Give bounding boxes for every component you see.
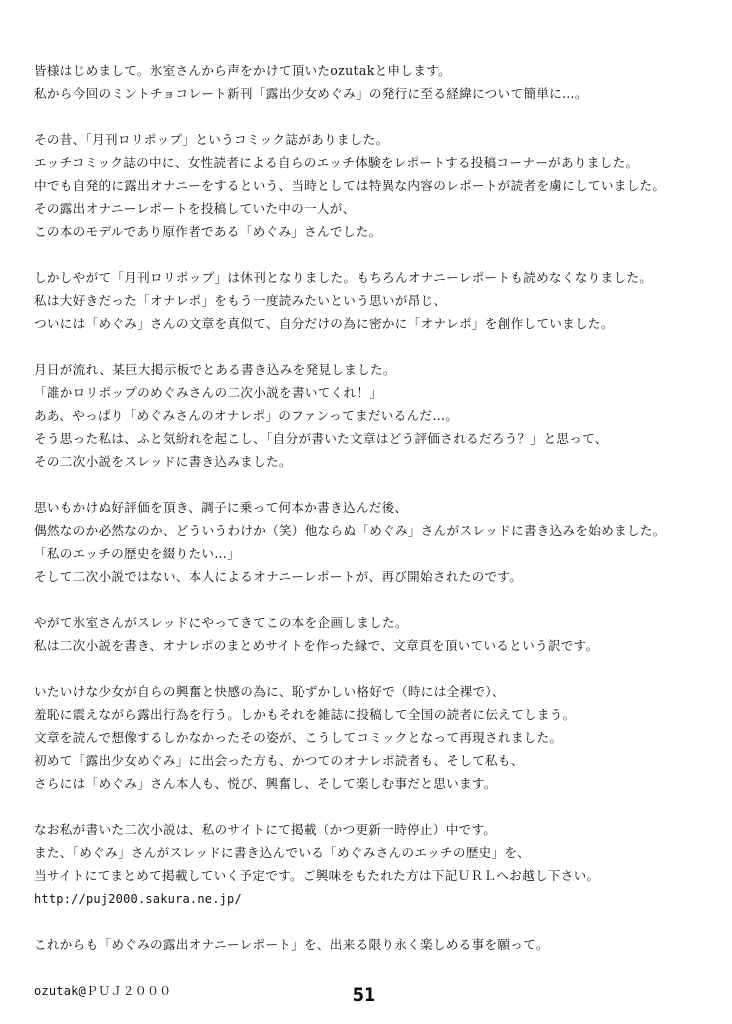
text-line: 中でも自発的に露出オナニーをするという、当時としては特異な内容のレポートが読者を虜にしていました。 [34,178,666,193]
text-line: また、「めぐみ」さんがスレッドに書き込んでいる「めぐみさんのエッチの歴史」を、 [34,845,531,860]
text-line: 偶然なのか必然なのか、どういうわけか（笑）他ならぬ「めぐみ」さんがスレッドに書き込みを始めました。 [34,523,666,538]
page-number: 51 [352,984,376,1006]
text-line: その昔、「月刊ロリポップ」というコミック誌がありました。 [34,132,389,147]
text-line: やがて氷室さんがスレッドにやってきてこの本を企画しました。 [34,615,408,630]
text-line: 「私のエッチの歴史を綴りたい…」 [34,546,241,561]
text-line: 私は大好きだった「オナレポ」をもう一度読みたいという思いが昂じ、 [34,293,447,308]
text-line: そして二次小説ではない、本人によるオナニーレポートが、再び開始されたのです。 [34,569,523,584]
text-line: さらには「めぐみ」さん本人も、悦び、興奮し、そして楽しむ事だと思います。 [34,776,497,791]
text-line: 「誰かロリポップのめぐみさんの二次小説を書いてくれ！」 [34,385,383,400]
text-line: いたいけな少女が自らの興奮と快感の為に、恥ずかしい格好で（時には全裸で）、 [34,684,505,699]
text-line: 月日が流れ、某巨大掲示板でとある書き込みを発見しました。 [34,362,396,377]
text-line: エッチコミック誌の中に、女性読者による自らのエッチ体験をレポートする投稿コーナーがありました。 [34,155,639,170]
text-line: これからも「めぐみの露出オナニーレポート」を、出来る限り永く楽しめる事を願って。 [34,937,549,952]
text-line: 当サイトにてまとめて掲載していく予定です。ご興味をもたれた方は下記ＵＲＬへお越し下さい。 [34,868,600,883]
text-line: そう思った私は、ふと気紛れを起こし、「自分が書いた文章はどう評価されるだろう？」と思って、 [34,431,608,446]
text-line: ついには「めぐみ」さんの文章を真似て、自分だけの為に密かに「オナレポ」を創作していました。 [34,316,614,331]
text-line: 羞恥に震えながら露出行為を行う。しかもそれを雑誌に投稿して全国の読者に伝えてしまう。 [34,707,576,722]
text-line: 私から今回のミントチョコレート新刊「露出少女めぐみ」の発行に至る経緯について簡単に…。 [34,86,588,101]
text-line: 初めて「露出少女めぐみ」に出会った方も、かつてのオナレポ読者も、そして私も、 [34,753,524,768]
text-line: なお私が書いた二次小説は、私のサイトにて掲載（かつ更新一時停止）中です。 [34,822,497,837]
author-signature: ozutak@ＰＵＪ２０００ [34,984,172,998]
text-line: 私は二次小説を書き、オナレポのまとめサイトを作った縁で、文章頁を頂いているという訳です。 [34,638,599,653]
text-line: この本のモデルであり原作者である「めぐみ」さんでした。 [34,224,382,239]
text-line: ああ、やっぱり「めぐみさんのオナレポ」のファンってまだいるんだ…。 [34,408,459,423]
text-line: その二次小説をスレッドに書き込みました。 [34,454,292,469]
text-line: 文章を読んで想像するしかなかったその姿が、こうしてコミックとなって再現されました。 [34,730,563,745]
text-line: 思いもかけぬ好評価を頂き、調子に乗って何本か書き込んだ後、 [34,500,408,515]
text-line: しかしやがて「月刊ロリポップ」は休刊となりました。もちろんオナニーレポートも読めなくなりました。 [34,270,653,285]
text-line: 皆様はじめまして。氷室さんから声をかけて頂いたozutakと申します。 [34,63,451,78]
site-url[interactable]: http://puj2000.sakura.ne.jp/ [34,892,242,906]
text-line: その露出オナニーレポートを投稿していた中の一人が、 [34,201,356,216]
